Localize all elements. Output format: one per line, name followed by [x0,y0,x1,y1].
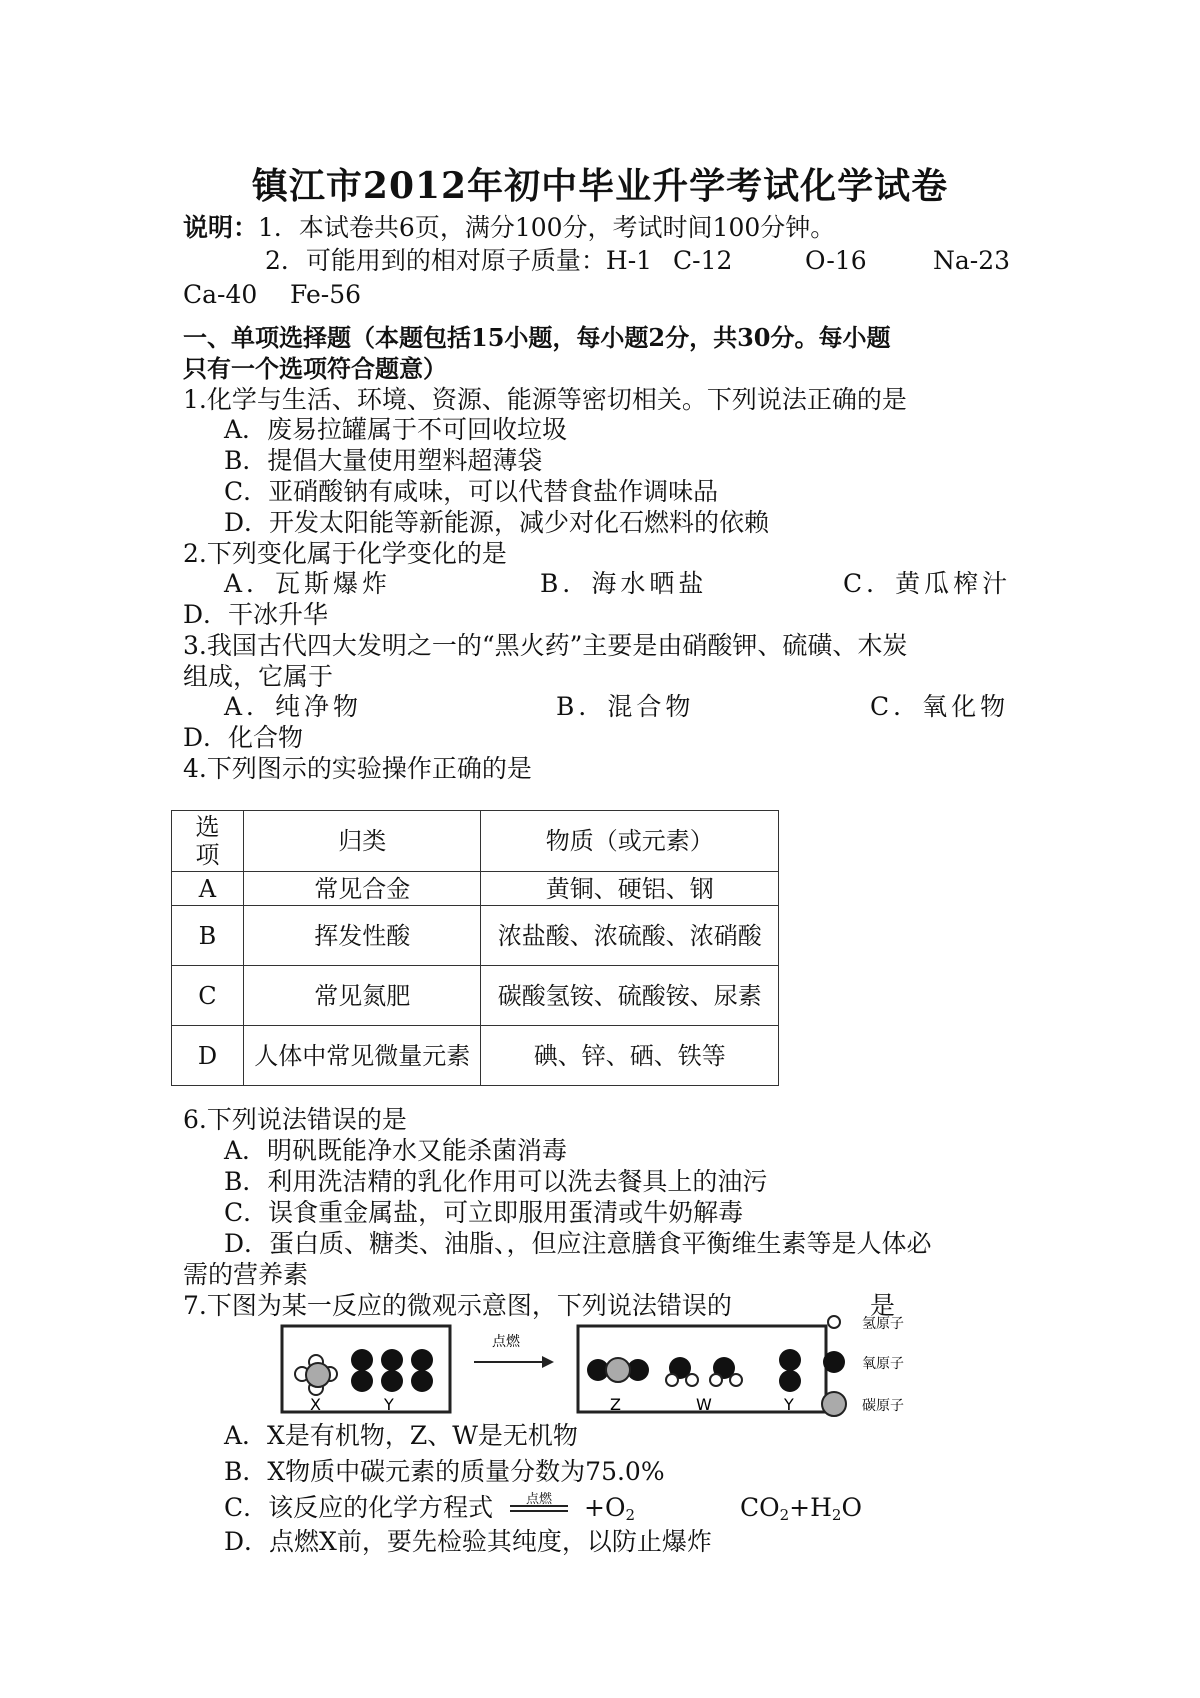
legend-oxygen: 氧原子 [862,1356,904,1372]
table-row [172,966,779,1026]
table-row [172,906,779,966]
q7-equation-line-top [510,1505,568,1507]
atom-legend [816,1306,934,1430]
table-header-substance: 物质（或元素） [481,811,779,872]
mass-na: Na-23 [933,246,1011,275]
table-cell: A [172,872,244,906]
carbon-atom-icon [822,1392,846,1416]
legend-carbon: 碳原子 [862,1398,904,1414]
q7-stem: 7.下图为某一反应的微观示意图，下列说法错误的 [183,1291,732,1320]
classification-table [171,810,779,1086]
carbon-dioxide-molecule [587,1358,649,1382]
q1-option-b: B．提倡大量使用塑料超薄袋 [224,446,543,475]
label-x: X [310,1395,321,1414]
label-y-left: Y [384,1395,394,1414]
label-y-right: Y [784,1395,794,1414]
table-cell: 人体中常见微量元素 [243,1026,481,1086]
notes-line1: 1．本试卷共6页，满分100分，考试时间100分钟。 [258,213,836,242]
q6-stem: 6.下列说法错误的是 [183,1105,407,1134]
table-cell: B [172,906,244,966]
q2-option-b: B．海水晒盐 [540,569,708,598]
table-cell: 碳酸氢铵、硫酸铵、尿素 [481,966,779,1026]
oxygen-atom-icon [823,1351,845,1373]
q7-equation-line-bottom [510,1510,568,1512]
table-header-option: 选项 [172,811,244,872]
q1-option-a: A．废易拉罐属于不可回收垃圾 [224,415,568,444]
q1-option-c: C．亚硝酸钠有咸味，可以代替食盐作调味品 [224,477,719,506]
q2-option-a: A．瓦斯爆炸 [224,569,392,598]
q7-option-a: A．X是有机物，Z、W是无机物 [224,1421,578,1450]
table-cell: 挥发性酸 [243,906,481,966]
page-title: 镇江市2012年初中毕业升学考试化学试卷 [251,165,949,207]
table-cell: 常见合金 [243,872,481,906]
q4-stem: 4.下列图示的实验操作正确的是 [183,754,532,783]
q7-option-c-reactant: $+O_2$ [584,1493,635,1524]
section-heading-1: 一、单项选择题（本题包括15小题，每小题2分，共30分。每小题 [183,323,891,352]
table-cell: 常见氮肥 [243,966,481,1026]
table-header-category: 归类 [243,811,481,872]
q2-stem: 2.下列变化属于化学变化的是 [183,539,507,568]
legend-hydrogen: 氢原子 [862,1316,904,1332]
q6-option-d-line1: D．蛋白质、糖类、油脂、，但应注意膳食平衡维生素等是人体必 [224,1229,932,1258]
q2-option-d: D．干冰升华 [183,600,329,629]
notes-label: 说明： [183,213,259,242]
q7-option-c-condition: 点燃 [525,1492,552,1507]
table-row [172,872,779,906]
q3-option-b: B．混合物 [556,692,695,721]
mass-fe: Fe-56 [290,280,362,309]
table-cell: D [172,1026,244,1086]
table-header-row [172,811,779,872]
table-cell: 浓盐酸、浓硫酸、浓硝酸 [481,906,779,966]
oxygen-molecules [351,1349,433,1392]
q3-option-d: D．化合物 [183,723,304,752]
table-cell: C [172,966,244,1026]
q1-stem: 1.化学与生活、环境、资源、能源等密切相关。下列说法正确的是 [183,385,907,414]
section-heading-2: 只有一个选项符合题意） [183,354,447,383]
q7-stem-end: 是 [870,1291,896,1320]
arrow-label: 点燃 [492,1334,520,1350]
q3-option-c: C．氧化物 [870,692,1010,721]
q3-option-a: A．纯净物 [224,692,363,721]
mass-o: O-16 [805,246,867,275]
q2-option-c: C．黄瓜榨汁 [843,569,1012,598]
notes-line2: 2．可能用到的相对原子质量：H-1 [265,246,653,275]
mass-c: C-12 [673,246,733,275]
label-w: W [696,1395,712,1414]
notes [183,212,835,243]
hydrogen-atom-icon [828,1316,840,1328]
q7-option-d: D．点燃X前，要先检验其纯度，以防止爆炸 [224,1527,712,1556]
q3-stem-1: 3.我国古代四大发明之一的“黑火药”主要是由硝酸钾、硫磺、木炭 [183,631,908,660]
table-row [172,1026,779,1086]
reaction-diagram [280,1318,828,1418]
q7-option-b: B．X物质中碳元素的质量分数为75.0% [224,1457,665,1486]
table-cell: 碘、锌、硒、铁等 [481,1026,779,1086]
q6-option-b: B．利用洗洁精的乳化作用可以洗去餐具上的油污 [224,1167,768,1196]
table-cell: 黄铜、硬铝、钢 [481,872,779,906]
q6-option-d-line2: 需的营养素 [183,1260,309,1289]
q1-option-d: D．开发太阳能等新能源，减少对化石燃料的依赖 [224,508,770,537]
label-z: Z [610,1395,621,1414]
q6-option-a: A．明矾既能净水又能杀菌消毒 [224,1136,568,1165]
q3-stem-2: 组成，它属于 [183,662,334,691]
q7-option-c-prefix: C．该反应的化学方程式 [224,1493,494,1522]
q7-option-c-products: $CO_2+H_2O$ [740,1493,862,1524]
q6-option-c: C．误食重金属盐，可立即服用蛋清或牛奶解毒 [224,1198,744,1227]
mass-ca: Ca-40 [183,280,258,309]
arrow-icon [474,1356,554,1368]
